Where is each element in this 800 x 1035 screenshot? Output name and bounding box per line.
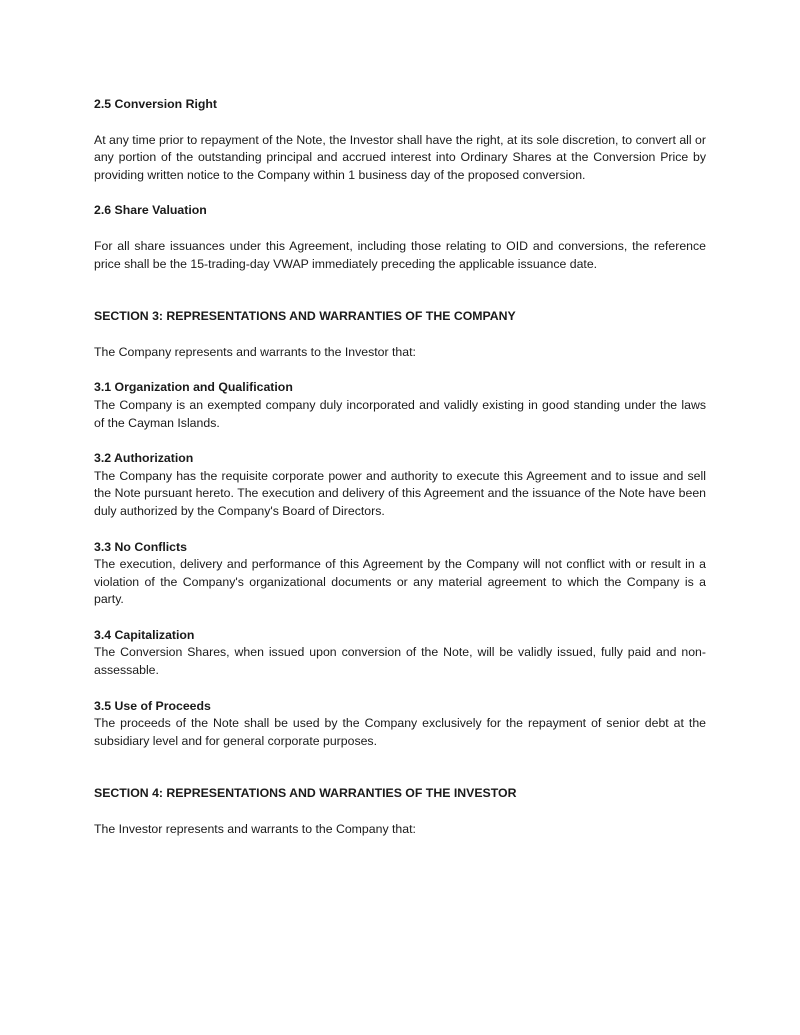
section-3-3-title: 3.3 No Conflicts: [94, 539, 187, 554]
section-2-5-title: 2.5 Conversion Right: [94, 97, 217, 111]
section-3-1-title: 3.1 Organization and Qualification: [94, 380, 293, 395]
section-3-title: SECTION 3: REPRESENTATIONS AND WARRANTIES OF THE COMPANY: [94, 309, 516, 324]
section-2-5-body: At any time prior to repayment of the Note, the Investor shall have the right, at its sole discretion, to convert all or any portion of the outstanding principal and accrued interest into Ordinary Shares at the Conversion Price by providing written notice to the Company within 1 business day of the proposed conversion.: [94, 132, 706, 182]
section-2-6-body: For all share issuances under this Agreement, including those relating to OID and conversions, the reference price shall be the 15-trading-day VWAP immediately preceding the applicable issuance date.: [94, 238, 706, 271]
section-3-2-body: The Company has the requisite corporate power and authority to execute this Agreement and to issue and sell the Note pursuant hereto. The execution and delivery of this Agreement and the issuance of the Note have been duly authorized by the Company's Board of Directors.: [94, 468, 706, 518]
section-3-5-title: 3.5 Use of Proceeds: [94, 698, 211, 713]
section-3-4-body: The Conversion Shares, when issued upon conversion of the Note, will be validly issued, fully paid and non-assessable.: [94, 645, 706, 678]
section-2-6-title: 2.6 Share Valuation: [94, 203, 207, 218]
section-4-intro: The Investor represents and warrants to the Company that:: [94, 822, 416, 837]
section-3-5-body: The proceeds of the Note shall be used by the Company exclusively for the repayment of senior debt at the subsidiary level and for general corporate purposes.: [94, 716, 706, 748]
section-3-3-body: The execution, delivery and performance of this Agreement by the Company will not conflict with or result in a violation of the Company's organizational documents or any material agreement to which the Company is a party.: [94, 557, 706, 607]
document-page: [94, 96, 706, 839]
section-3-intro: The Company represents and warrants to the Investor that:: [94, 344, 416, 359]
section-3-4-title: 3.4 Capitalization: [94, 627, 195, 642]
section-3-2-title: 3.2 Authorization: [94, 451, 194, 466]
section-3-1-body: The Company is an exempted company duly incorporated and validly existing in good standing under the laws of the Cayman Islands.: [94, 397, 706, 430]
section-4-title: SECTION 4: REPRESENTATIONS AND WARRANTIES OF THE INVESTOR: [94, 786, 517, 801]
